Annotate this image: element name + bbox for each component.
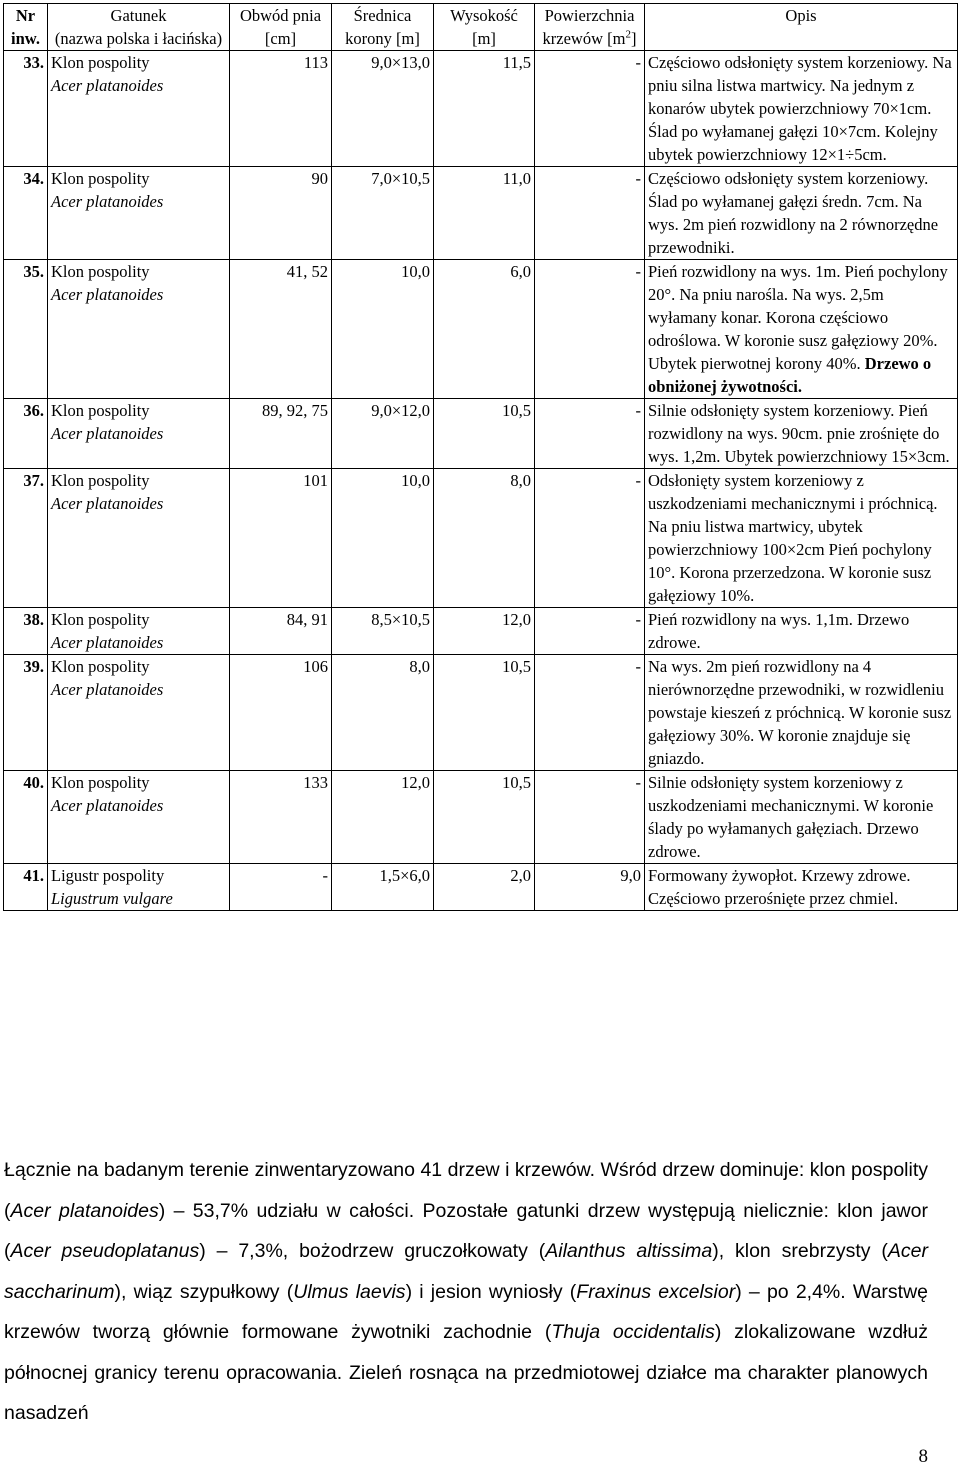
table-row — [4, 655, 958, 771]
cell-obwod: - — [230, 864, 332, 911]
latin-name: Ulmus laevis — [293, 1280, 406, 1303]
species-name-lat: Acer platanoides — [51, 192, 164, 211]
paragraph-text: ), klon srebrzysty ( — [712, 1240, 888, 1262]
cell-opis — [645, 51, 958, 167]
cell-opis — [645, 655, 958, 771]
opis-text: Pień rozwidlony na wys. 1,1m. Drzewo zdrowe. — [648, 610, 910, 652]
cell-gatunek — [48, 260, 230, 399]
cell-obwod: 106 — [230, 655, 332, 771]
cell-gatunek — [48, 608, 230, 655]
cell-obwod: 113 — [230, 51, 332, 167]
paragraph-text: ), wiąz szypułkowy ( — [114, 1280, 294, 1303]
paragraph-text: ) – po 2,4%. Warstwę krzewów tworzą głównie formowane żywotniki zachodnie ( — [4, 1280, 928, 1343]
species-name-lat: Ligustrum vulgare — [51, 889, 173, 908]
cell-wysokosc: 12,0 — [434, 608, 535, 655]
opis-bold-text: Drzewo o obniżonej żywotności. — [648, 354, 932, 396]
cell-wysokosc: 10,5 — [434, 399, 535, 469]
paragraph-text: ) – 7,3%, bożodrzew gruczołkowaty ( — [199, 1240, 546, 1262]
latin-name: Ailanthus altissima — [545, 1240, 713, 1262]
table-row — [4, 771, 958, 864]
cell-powierzchnia: - — [535, 469, 645, 608]
cell-nr: 34. — [4, 167, 48, 260]
cell-gatunek — [48, 469, 230, 608]
summary-paragraph — [4, 1150, 928, 1434]
cell-wysokosc: 10,5 — [434, 771, 535, 864]
opis-text: Pień rozwidlony na wys. 1m. Pień pochylony 20°. Na pniu narośla. Na wys. 2,5m wyłamany konar. Korona częściowo odroślowa. W koronie susz gałęziowy 20%. Ubytek pierwotnej korony 40%. — [648, 262, 948, 373]
header-gatunek-line2: (nazwa polska i łacińska) — [54, 29, 223, 48]
cell-gatunek — [48, 167, 230, 260]
opis-text: Formowany żywopłot. Krzewy zdrowe. Częściowo przerośnięte przez chmiel. — [648, 866, 911, 908]
opis-text: Na wys. 2m pień rozwidlony na 4 nierównorzędne przewodniki, w rozwidleniu powstaje kieszeń z próchnicą. W koronie susz gałęziowy 30%. W koronie znajduje się gniazdo. — [648, 657, 952, 768]
header-srednica: Średnica korony [m] — [332, 4, 434, 51]
species-name-pl: Klon pospolity — [51, 471, 150, 490]
header-powierzchnia-sup: 2 — [625, 28, 631, 41]
species-name-pl: Klon pospolity — [51, 262, 150, 281]
opis-text: Silnie odsłonięty system korzeniowy. Pień rozwidlony na wys. 90cm. pnie zrośnięte do wys. 1,2m. Ubytek powierzchniowy 15×3cm. — [648, 401, 950, 466]
cell-obwod: 41, 52 — [230, 260, 332, 399]
species-name-lat: Acer platanoides — [51, 76, 164, 95]
cell-nr: 39. — [4, 655, 48, 771]
opis-text: Odsłonięty system korzeniowy z uszkodzeniami mechanicznymi i próchnicą. Na pniu listwa martwicy, ubytek powierzchniowy 100×2cm Pień pochylony 10°. Korona przerzedzona. W koronie susz gałęziowy 10%. — [648, 471, 938, 605]
cell-obwod: 133 — [230, 771, 332, 864]
species-name-lat: Acer platanoides — [51, 680, 164, 699]
cell-gatunek — [48, 771, 230, 864]
cell-nr: 37. — [4, 469, 48, 608]
species-name-lat: Acer platanoides — [51, 633, 164, 652]
cell-powierzchnia: - — [535, 167, 645, 260]
header-gatunek-line1: Gatunek — [110, 6, 167, 25]
latin-name: Fraxinus excelsior — [576, 1280, 736, 1303]
species-name-pl: Klon pospolity — [51, 657, 150, 676]
cell-nr: 33. — [4, 51, 48, 167]
cell-obwod: 89, 92, 75 — [230, 399, 332, 469]
cell-opis — [645, 167, 958, 260]
cell-nr: 35. — [4, 260, 48, 399]
cell-gatunek — [48, 864, 230, 911]
latin-name: Acer saccharinum — [4, 1240, 929, 1303]
cell-opis — [645, 864, 958, 911]
header-powierzchnia-text: Powierzchnia krzewów [m — [542, 6, 635, 48]
cell-srednica: 1,5×6,0 — [332, 864, 434, 911]
species-name-pl: Klon pospolity — [51, 610, 150, 629]
cell-wysokosc: 11,0 — [434, 167, 535, 260]
cell-nr: 36. — [4, 399, 48, 469]
cell-obwod: 90 — [230, 167, 332, 260]
cell-srednica: 8,5×10,5 — [332, 608, 434, 655]
cell-srednica: 9,0×13,0 — [332, 51, 434, 167]
cell-powierzchnia: - — [535, 655, 645, 771]
cell-opis — [645, 771, 958, 864]
header-obwod: Obwód pnia [cm] — [230, 4, 332, 51]
paragraph-text: ) zlokalizowane wzdłuż północnej granicy terenu opracowania. Zieleń rosnąca na przedmiotowej działce ma charakter planowych nasadzeń — [4, 1321, 928, 1424]
latin-name: Thuja occidentalis — [551, 1321, 715, 1343]
table-row — [4, 399, 958, 469]
cell-srednica: 10,0 — [332, 469, 434, 608]
species-name-pl: Klon pospolity — [51, 169, 150, 188]
latin-name: Acer platanoides — [10, 1199, 159, 1222]
table-row — [4, 260, 958, 399]
cell-nr: 41. — [4, 864, 48, 911]
header-wysokosc: Wysokość [m] — [434, 4, 535, 51]
species-name-pl: Klon pospolity — [51, 53, 150, 72]
paragraph-text: Łącznie na badanym terenie zinwentaryzowano 41 drzew i krzewów. Wśród drzew dominuje: klon pospolity ( — [4, 1159, 928, 1222]
header-gatunek — [48, 4, 230, 51]
cell-obwod: 101 — [230, 469, 332, 608]
cell-nr: 40. — [4, 771, 48, 864]
header-opis: Opis — [645, 4, 958, 51]
cell-opis — [645, 260, 958, 399]
table-row — [4, 608, 958, 655]
cell-wysokosc: 10,5 — [434, 655, 535, 771]
species-name-lat: Acer platanoides — [51, 494, 164, 513]
cell-powierzchnia: - — [535, 51, 645, 167]
cell-powierzchnia: - — [535, 260, 645, 399]
header-powierzchnia-end: ] — [630, 29, 637, 48]
cell-wysokosc: 11,5 — [434, 51, 535, 167]
cell-obwod: 84, 91 — [230, 608, 332, 655]
cell-opis — [645, 399, 958, 469]
header-powierzchnia — [535, 4, 645, 51]
species-name-lat: Acer platanoides — [51, 796, 164, 815]
cell-srednica: 8,0 — [332, 655, 434, 771]
cell-srednica: 12,0 — [332, 771, 434, 864]
opis-text: Silnie odsłonięty system korzeniowy z uszkodzeniami mechanicznymi. W koronie ślady po wyłamanych gałęziach. Drzewo zdrowe. — [648, 773, 934, 861]
cell-wysokosc: 2,0 — [434, 864, 535, 911]
cell-gatunek — [48, 399, 230, 469]
cell-opis — [645, 469, 958, 608]
cell-wysokosc: 6,0 — [434, 260, 535, 399]
species-name-pl: Klon pospolity — [51, 773, 150, 792]
cell-powierzchnia: - — [535, 608, 645, 655]
header-nr: Nr inw. — [4, 4, 48, 51]
table-header-row — [4, 4, 958, 51]
species-name-lat: Acer platanoides — [51, 285, 164, 304]
table-row — [4, 864, 958, 911]
page-number: 8 — [918, 1446, 928, 1467]
summary-text — [4, 1150, 928, 1434]
cell-powierzchnia: 9,0 — [535, 864, 645, 911]
cell-gatunek — [48, 655, 230, 771]
cell-srednica: 7,0×10,5 — [332, 167, 434, 260]
cell-nr: 38. — [4, 608, 48, 655]
cell-powierzchnia: - — [535, 399, 645, 469]
cell-powierzchnia: - — [535, 771, 645, 864]
species-name-pl: Klon pospolity — [51, 401, 150, 420]
cell-opis — [645, 608, 958, 655]
species-name-pl: Ligustr pospolity — [51, 866, 165, 885]
cell-srednica: 9,0×12,0 — [332, 399, 434, 469]
species-name-lat: Acer platanoides — [51, 424, 164, 443]
opis-text: Częściowo odsłonięty system korzeniowy. Na pniu silna listwa martwicy. Na jednym z konarów ubytek powierzchniowy 70×1cm. Ślad po wyłamanej gałęzi 10×7cm. Kolejny ubytek powierzchniowy 12×1÷5cm. — [648, 53, 952, 164]
tree-inventory-table — [3, 3, 958, 911]
paragraph-text: ) – 53,7% udziału w całości. Pozostałe gatunki drzew występują nielicznie: klon jawor ( — [4, 1199, 928, 1262]
cell-gatunek — [48, 51, 230, 167]
table-row — [4, 51, 958, 167]
cell-srednica: 10,0 — [332, 260, 434, 399]
latin-name: Acer pseudoplatanus — [10, 1240, 200, 1262]
opis-text: Częściowo odsłonięty system korzeniowy. Ślad po wyłamanej gałęzi średn. 7cm. Na wys. 2m pień rozwidlony na 2 równorzędne przewodniki. — [648, 169, 939, 257]
table-row — [4, 469, 958, 608]
paragraph-text: ) i jesion wyniosły ( — [405, 1280, 577, 1303]
table-row — [4, 167, 958, 260]
cell-wysokosc: 8,0 — [434, 469, 535, 608]
